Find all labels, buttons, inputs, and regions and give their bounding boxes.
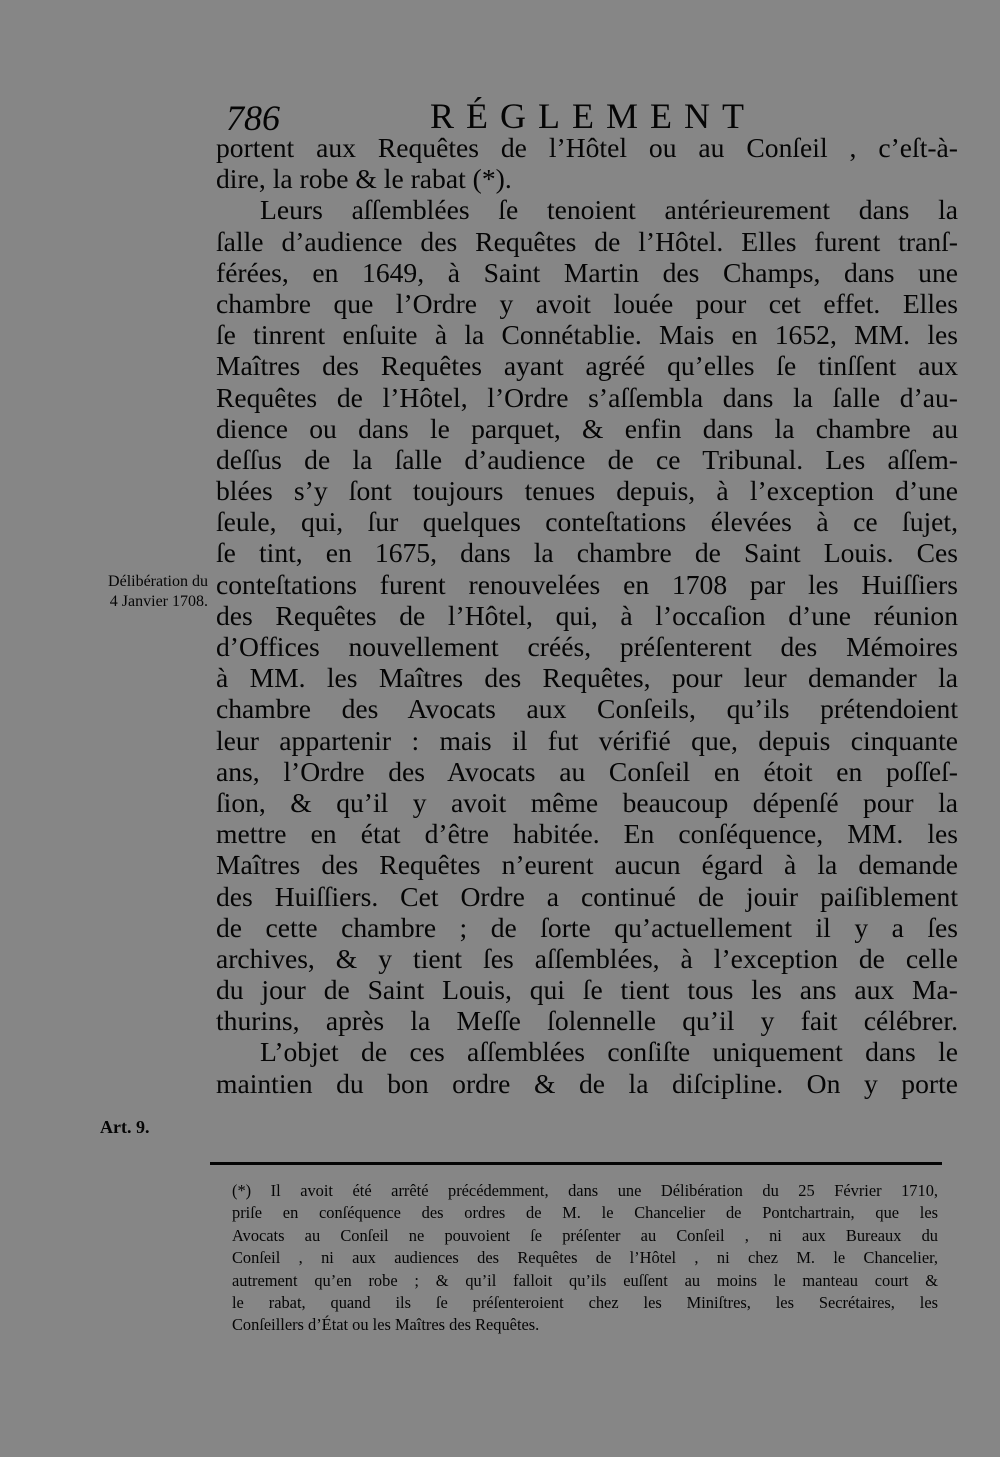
body-line: ſeule, qui, ſur quelques conteſtations élevées à ce ſujet,	[216, 506, 958, 538]
body-line: leur appartenir : mais il fut vérifié que, depuis cinquante	[216, 724, 958, 756]
footnote-line: priſe en conſéquence des ordres de M. le Chancelier de Pontchartrain, que les	[232, 1203, 938, 1223]
body-line: ans, l’Ordre des Avocats au Conſeil en étoit en poſſeſ-	[216, 755, 958, 787]
body-line: archives, & y tient ſes aſſemblées, à l’exception de celle	[216, 942, 958, 974]
footnotes	[232, 1180, 938, 1337]
body-line: deſſus de la ſalle d’audience de ce Tribunal. Les aſſem-	[216, 443, 958, 475]
body-line: dire, la robe & le rabat (*).	[216, 163, 512, 195]
body-line: des Huiſſiers. Cet Ordre a continué de jouir paiſiblement	[216, 880, 958, 912]
body-line: ſe tint, en 1675, dans la chambre de Saint Louis. Ces	[216, 537, 958, 569]
body-line: d’Offices nouvellement créés, préſenterent des Mémoires	[216, 631, 958, 662]
body-line: de cette chambre ; de ſorte qu’actuellement il y a ſes	[216, 911, 958, 943]
body-line: ſe tinrent enſuite à la Connétablie. Mais en 1652, MM. les	[216, 319, 958, 351]
margin-note-line: Délibération du	[108, 573, 208, 590]
body-line: chambre que l’Ordre y avoit louée pour cet effet. Elles	[216, 287, 958, 319]
body-line: des Requêtes de l’Hôtel, qui, à l’occaſion d’une réunion	[216, 599, 958, 631]
body-line: ſalle d’audience des Requêtes de l’Hôtel. Elles furent tranſ-	[216, 225, 958, 257]
body-line: maintien du bon ordre & de la diſcipline. On y porte	[216, 1067, 958, 1099]
footnote-line: (*) Il avoit été arrêté précédemment, dans une Délibération du 25 Février 1710,	[232, 1181, 938, 1200]
body-line: thurins, après la Meſſe ſolennelle qu’il y fait célébrer.	[216, 1005, 958, 1037]
body-line: férées, en 1649, à Saint Martin des Champs, dans une	[216, 256, 958, 288]
margin-note-line: 4 Janvier 1708.	[109, 593, 208, 610]
body-line: chambre des Avocats aux Conſeils, qu’ils prétendoient	[216, 693, 958, 725]
body-line: conteſtations furent renouvelées en 1708 par les Huiſſiers	[216, 568, 958, 600]
footnote-line: Conſeillers d’État ou les Maîtres des Requêtes.	[232, 1315, 540, 1335]
body-line: à MM. les Maîtres des Requêtes, pour leur demander la	[216, 662, 958, 694]
body-line: du jour de Saint Louis, qui ſe tient tous les ans aux Ma-	[216, 974, 958, 1006]
body-line: Maîtres des Requêtes ayant agréé qu’elles ſe tinſſent aux	[216, 350, 958, 382]
body-line: ſion, & qu’il y avoit même beaucoup dépenſé pour la	[216, 786, 958, 818]
body-line: Maîtres des Requêtes n’eurent aucun égard à la demande	[216, 849, 958, 881]
body-line: Requêtes de l’Hôtel, l’Ordre s’aſſembla dans la ſalle d’au-	[216, 381, 958, 413]
body-line: portent aux Requêtes de l’Hôtel ou au Conſeil , c’eſt-à-	[216, 132, 958, 163]
footnote-line: Avocats au Conſeil ne pouvoient ſe préſenter au Conſeil , ni aux Bureaux du	[232, 1225, 938, 1245]
margin-note-deliberation	[48, 572, 208, 612]
body-line: L’objet de ces aſſemblées conſiſte uniquement dans le	[260, 1036, 958, 1068]
footnote-line: Conſeil , ni aux audiences des Requêtes de l’Hôtel , ni chez M. le Chancelier,	[232, 1248, 938, 1268]
body-line: Leurs aſſemblées ſe tenoient antérieurement dans la	[260, 194, 958, 226]
body-line: dience ou dans le parquet, & enfin dans la chambre au	[216, 412, 958, 444]
body-line: mettre en état d’être habitée. En conſéquence, MM. les	[216, 818, 958, 850]
footnote-line: le rabat, quand ils ſe préſenteroient chez les Miniſtres, les Secrétaires, les	[232, 1292, 938, 1312]
footnote-rule	[210, 1162, 942, 1165]
body-line: blées s’y ſont toujours tenues depuis, à l’exception d’une	[216, 475, 958, 507]
margin-note-article: Art. 9.	[100, 1117, 150, 1137]
page-number: 786	[226, 98, 280, 138]
running-head: RÉGLEMENT	[430, 96, 756, 136]
footnote-line: autrement qu’en robe ; & qu’il falloit qu’ils euſſent au moins le manteau court &	[232, 1270, 938, 1290]
body-text	[216, 132, 958, 1099]
